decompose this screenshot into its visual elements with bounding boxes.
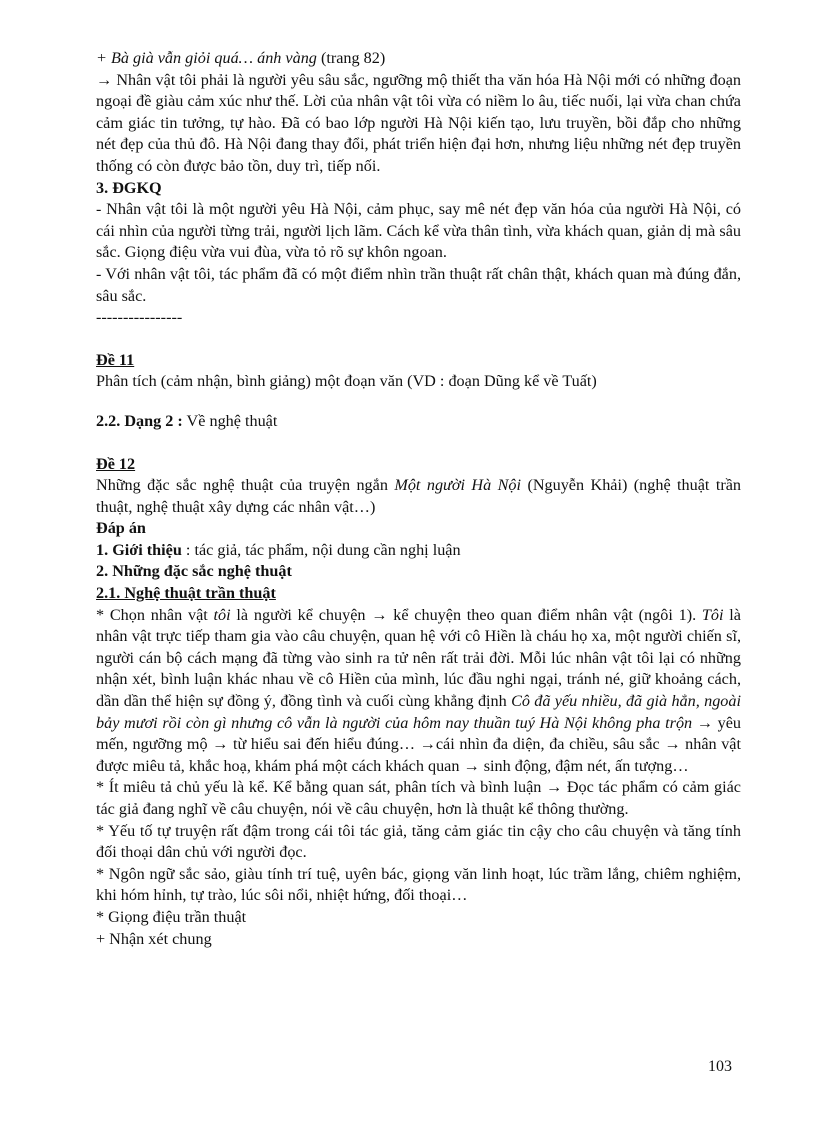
de-12-text-a: Những đặc sắc nghệ thuật của truyện ngắn [96,476,395,495]
dap-an-heading: Đáp án [96,519,146,538]
paragraph-description: * Ít miêu tả chủ yếu là kể. Kể bằng quan sát, phân tích và bình luận → Đọc tác phẩm có cảm giác tác giả đang nghĩ về câu chuyện, nói về câu chuyện, hơn là thuật kể thông thường. [96,778,741,818]
document-page [96,48,741,950]
dang-2-line [96,411,741,433]
dash-separator: ---------------- [96,308,183,327]
dang-2-text: Về nghệ thuật [182,411,278,430]
gioi-thieu-line [96,540,741,562]
dang-2-label: 2.2. Dạng 2 : [96,411,183,430]
de-11-title: Đề 11 [96,350,135,369]
quote-line [96,48,741,70]
heading-tran-thuat: 2.1. Nghệ thuật trần thuật [96,584,276,603]
de-12-text-c: (Nguyễn Khải) (nghệ thuật trần thuật, nghệ thuật xây dựng các nhân vật…) [96,476,742,516]
p5-quote: Cô đã yếu nhiều, đã già hẳn, ngoài bảy mươi rồi còn gì nhưng cô vẫn là người của hôm nay thuần tuý Hà Nội không pha trộn [96,692,741,732]
gioi-thieu-label: 1. Giới thiệu [96,540,182,559]
gioi-thieu-text: : tác giả, tác phẩm, nội dung cần nghị luận [181,540,461,559]
p5-toi-1: tôi [213,605,231,624]
p5-e: là nhân vật trực tiếp tham gia vào câu chuyện, quan hệ với cô Hiền là cháu họ xa, một người chiến sĩ, người cán bộ cách mạng đã từng vào sinh ra tử nên rất trải đời. Mỗi lúc nhân vật tôi lại có những nhận xét, bình luận khác nhau về cô Hiền của mình, lúc đầu nghi ngại, tránh né, giữ khoảng cách, dần dần thể hiện sự đồng ý, đồng tình và cuối cùng khẳng định [96,605,741,711]
paragraph-tone: * Giọng điệu trần thuật [96,907,247,926]
paragraph-narrator [96,605,741,778]
de-11-text: Phân tích (cảm nhận, bình giảng) một đoạn văn (VD : đoạn Dũng kể về Tuất) [96,372,597,391]
quote-ref: (trang 82) [316,49,386,67]
paragraph-autobiography: * Yếu tố tự truyện rất đậm trong cái tôi tác giả, tăng cảm giác tin cậy cho câu chuyện và tăng tính đối thoại dân chủ với người đọc. [96,821,741,862]
paragraph-dgkq-2: - Với nhân vật tôi, tác phẩm đã có một điểm nhìn trần thuật rất chân thật, khách quan mà đúng đắn, sâu sắc. [96,264,741,305]
paragraph-dgkq-1: - Nhân vật tôi là một người yêu Hà Nội, cảm phục, say mê nét đẹp văn hóa của người Hà Nội, có cái nhìn của người từng trải, người lịch lãm. Cách kể vừa thân tình, vừa khách quan, giản dị mà sâu sắc. Giọng điệu vừa vui đùa, vừa tỏ rõ sự khôn ngoan. [96,200,741,262]
p5-a: * Chọn nhân vật [96,605,214,624]
work-title: Một người Hà Nội [394,476,522,495]
p5-toi-2: Tôi [701,605,724,624]
page-number: 103 [708,1058,732,1075]
quote-text: + Bà già vẫn giỏi quá… ánh vàng [96,49,317,67]
paragraph-general: + Nhận xét chung [96,929,212,948]
de-12-title: Đề 12 [96,454,136,473]
heading-dac-sac: 2. Những đặc sắc nghệ thuật [96,562,292,581]
paragraph-analysis: → Nhân vật tôi phải là người yêu sâu sắc, ngưỡng mộ thiết tha văn hóa Hà Nội mới có những đoạn ngoại đề giàu cảm xúc như thế. Lời của nhân vật tôi vừa có niềm lo âu, tiếc nuối, lại vừa chan chứa cảm giác tin tưởng, tự hào. Đã có bao lớp người Hà Nội kiến tạo, lưu truyền, bồi đắp cho những nét đẹp của thủ đô. Hà Nội đang thay đổi, phát triển hiện đại hơn, nhưng liệu những nét đẹp truyền thống có còn được bảo tồn, duy trì, tiếp nối. [96,70,741,175]
p5-g: → yêu mến, ngưỡng mộ → từ hiểu sai đến hiểu đúng… →cái nhìn đa diện, đa chiều, sâu sắc → nhân vật được miêu tả, khắc hoạ, khám phá một cách khách quan → sinh động, đậm nét, ấn tượng… [96,713,742,775]
paragraph-language: * Ngôn ngữ sắc sảo, giàu tính trí tuệ, uyên bác, giọng văn linh hoạt, lúc trầm lắng, chiêm nghiệm, khi hóm hỉnh, tự trào, lúc sôi nổi, nhiệt hứng, đối thoại… [96,864,741,905]
heading-dgkq: 3. ĐGKQ [96,178,162,197]
de-12-text [96,475,741,518]
p5-c: là người kể chuyện → kể chuyện theo quan điểm nhân vật (ngôi 1). [230,605,702,624]
